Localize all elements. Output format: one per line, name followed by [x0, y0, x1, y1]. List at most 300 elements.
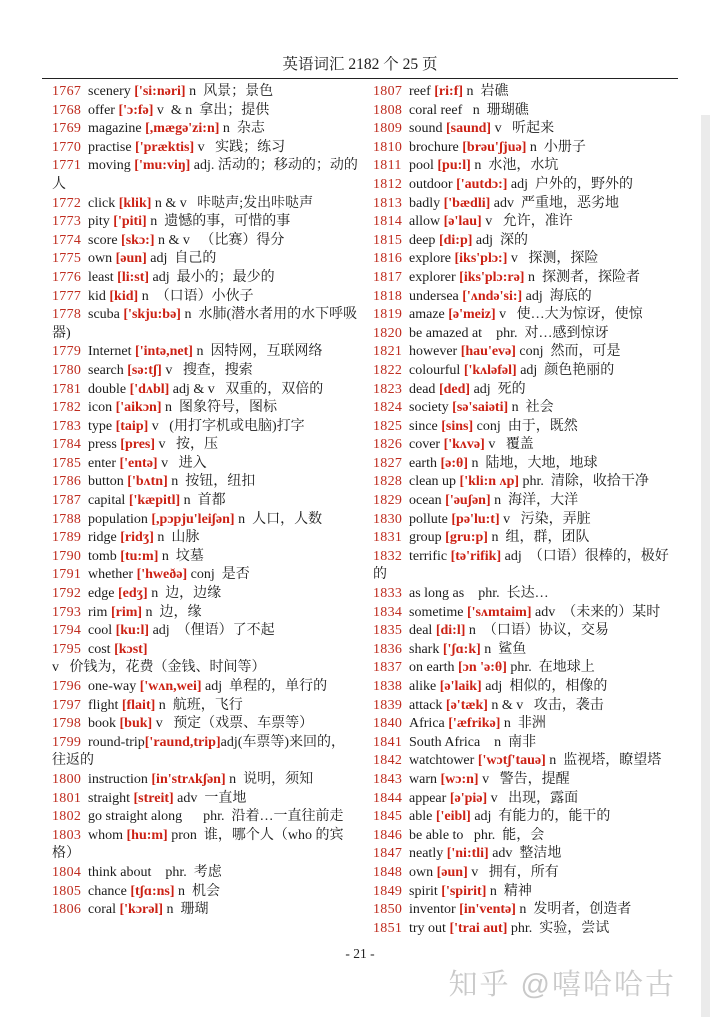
entry-number: 1790 — [52, 548, 82, 564]
vocab-entry — [373, 139, 680, 158]
entry-phonetic: [iks'plɔ:rə] — [459, 269, 528, 285]
entry-number: 1848 — [373, 864, 403, 880]
entry-word: instruction — [88, 771, 152, 787]
entry-word: scenery — [88, 84, 135, 99]
entry-meaning: n 山脉 — [157, 530, 200, 546]
entry-number: 1804 — [52, 864, 82, 880]
entry-word: enter — [88, 455, 120, 471]
entry-word: magazine — [88, 121, 146, 137]
page-header — [0, 0, 720, 74]
entry-meaning: adv 整洁地 — [492, 846, 562, 862]
entry-phonetic: ['mu:viŋ] — [134, 158, 194, 174]
entry-word: one-way — [88, 679, 140, 694]
entry-number: 1773 — [52, 214, 82, 230]
vocab-entry — [373, 269, 680, 288]
entry-number: 1817 — [373, 269, 403, 285]
entry-number: 1771 — [52, 158, 82, 174]
entry-word: type — [88, 418, 116, 434]
entry-phonetic: ['ʌndə'si:] — [462, 288, 526, 304]
entry-meaning: adv （未来的）某时 — [534, 604, 661, 620]
entry-phonetic: [gru:p] — [445, 530, 492, 546]
entry-phonetic: ['wɔtʃ'tauə] — [477, 753, 550, 769]
entry-number: 1837 — [373, 660, 403, 676]
entry-phonetic: [brəu'ʃjuə] — [462, 139, 530, 155]
vocab-entry — [52, 901, 359, 920]
entry-word: undersea — [409, 288, 463, 304]
vocab-entry — [52, 288, 359, 307]
entry-word: able — [409, 809, 436, 825]
vocab-entry — [52, 771, 359, 790]
entry-phonetic: [in'strʌkʃən] — [151, 771, 230, 787]
entry-meaning: adj 相似的，相像的 — [485, 679, 608, 694]
entry-meaning: n 杂志 — [222, 121, 265, 137]
entry-word: cool — [88, 623, 116, 639]
vocab-entry — [373, 102, 680, 121]
entry-phonetic: ['kæpitl] — [128, 493, 184, 509]
entry-phonetic: [ə'meiz] — [448, 307, 500, 323]
entry-word: cost — [88, 641, 115, 657]
entry-phonetic: [skɔ:] — [121, 232, 158, 248]
entry-meaning: v 价钱为，花费（金钱、时间等） — [52, 660, 266, 676]
entry-word: alike — [409, 679, 440, 694]
entry-number: 1823 — [373, 381, 403, 397]
entry-phonetic: [flait] — [121, 697, 159, 713]
entry-phonetic: [li:st] — [117, 269, 153, 285]
entry-number: 1784 — [52, 437, 82, 453]
vocab-entry — [373, 120, 680, 139]
entry-number: 1793 — [52, 604, 82, 620]
entry-phonetic: [əun] — [436, 864, 472, 880]
entry-word: chance — [88, 883, 131, 899]
entry-number: 1833 — [373, 586, 403, 602]
entry-number: 1810 — [373, 139, 403, 155]
entry-word: shark — [409, 641, 443, 657]
entry-phonetic: [kɔst] — [114, 641, 151, 657]
entry-phonetic: [iks'plɔ:] — [454, 251, 511, 267]
vocab-entry — [373, 641, 680, 660]
entry-word: explore — [409, 251, 455, 267]
entry-phonetic: ['trai aut] — [449, 920, 511, 936]
entry-number: 1832 — [373, 548, 403, 564]
entry-meaning: v & n 拿出；提供 — [156, 102, 270, 118]
vocab-entry — [52, 641, 359, 678]
vocab-entry — [373, 864, 680, 883]
entry-number: 1789 — [52, 530, 82, 546]
entry-word: be able to — [409, 827, 467, 843]
vocab-entry — [52, 436, 359, 455]
entry-number: 1775 — [52, 251, 82, 267]
entry-number: 1815 — [373, 232, 403, 248]
entry-meaning: n 探测者，探险者 — [527, 269, 640, 285]
entry-word: amaze — [409, 307, 449, 323]
entry-number: 1770 — [52, 139, 82, 155]
vocab-entry — [373, 771, 680, 790]
vocab-entry — [52, 883, 359, 902]
entry-meaning: adj 海底的 — [525, 288, 592, 304]
right-column — [373, 83, 680, 938]
vocab-entry — [373, 418, 680, 437]
page-title: 英语词汇 2182 个 25 页 — [282, 56, 438, 73]
entry-number: 1816 — [373, 251, 403, 267]
entry-meaning: v 搜查，搜索 — [165, 362, 253, 378]
vocab-entry — [373, 157, 680, 176]
vocab-entry — [373, 845, 680, 864]
entry-word: outdoor — [409, 176, 457, 192]
entry-word: search — [88, 362, 128, 378]
entry-meaning: adv 严重地，恶劣地 — [493, 195, 620, 211]
entry-number: 1846 — [373, 827, 403, 843]
entry-number: 1786 — [52, 474, 82, 490]
entry-phonetic: [ridʒ] — [120, 530, 158, 546]
vocab-entry — [52, 306, 359, 343]
vocab-entry — [52, 622, 359, 641]
entry-meaning: v 允许，准许 — [485, 214, 573, 230]
vocab-entry — [373, 343, 680, 362]
entry-meaning: n 岩礁 — [466, 84, 509, 99]
entry-phonetic: [saund] — [445, 121, 495, 137]
entry-number: 1796 — [52, 679, 82, 694]
vocab-entry — [373, 752, 680, 771]
entry-number: 1805 — [52, 883, 82, 899]
entry-meaning: n 珊瑚 — [166, 902, 209, 918]
entry-number: 1828 — [373, 474, 403, 490]
entry-number: 1809 — [373, 121, 403, 137]
entry-word: straight — [88, 790, 134, 806]
entry-meaning: adj 户外的，野外的 — [510, 176, 633, 192]
entry-phonetic: [əun] — [115, 251, 151, 267]
vocab-entry — [373, 827, 680, 846]
entry-phonetic: [pres] — [120, 437, 159, 453]
entry-meaning: phr. 考虑 — [154, 864, 222, 880]
entry-number: 1840 — [373, 716, 403, 732]
entry-meaning: v 进入 — [161, 455, 207, 471]
entry-meaning: conj 是否 — [190, 567, 250, 583]
entry-phonetic: [ə'piə] — [449, 790, 491, 806]
entry-meaning: n 监视塔，瞭望塔 — [549, 753, 662, 769]
entry-word: capital — [88, 493, 129, 509]
vocab-entry — [373, 790, 680, 809]
vocab-entry — [52, 362, 359, 381]
entry-phonetic: ['kɔrəl] — [119, 902, 167, 918]
entry-word: book — [88, 716, 120, 732]
vocab-entry — [373, 548, 680, 585]
entry-number: 1798 — [52, 716, 82, 732]
entry-number: 1836 — [373, 641, 403, 657]
vocab-entry — [373, 232, 680, 251]
entry-meaning: v 警告，提醒 — [482, 771, 570, 787]
entry-meaning: adj 最小的；最少的 — [152, 269, 275, 285]
entry-meaning: v 覆盖 — [488, 437, 534, 453]
entry-meaning: adj & v 双重的，双倍的 — [172, 381, 324, 397]
entry-word: sometime — [409, 604, 467, 620]
entry-meaning: pron 谁，哪个人（who 的宾格） — [52, 827, 344, 862]
entry-word: be amazed at — [409, 325, 486, 341]
vocab-entry — [373, 529, 680, 548]
entry-word: deal — [409, 623, 436, 639]
entry-word: Internet — [88, 344, 136, 360]
entry-word: South Africa — [409, 734, 484, 750]
entry-word: appear — [409, 790, 450, 806]
vocab-entry — [52, 492, 359, 511]
entry-meaning: n 机会 — [178, 883, 221, 899]
entry-phonetic: ['aikɔn] — [115, 400, 165, 416]
entry-number: 1776 — [52, 269, 82, 285]
entry-word: press — [88, 437, 121, 453]
entry-phonetic: ['bædli] — [443, 195, 494, 211]
entry-number: 1777 — [52, 288, 82, 304]
entry-meaning: n 组，群，团队 — [491, 530, 590, 546]
entry-phonetic: ['ɔ:fə] — [118, 102, 157, 118]
entry-number: 1779 — [52, 344, 82, 360]
vocab-entry — [373, 678, 680, 697]
entry-word: dead — [409, 381, 439, 397]
entry-meaning: phr. 对…感到惊讶 — [485, 325, 609, 341]
entry-word: reef — [409, 84, 435, 99]
entry-number: 1844 — [373, 790, 403, 806]
vocab-entry — [373, 473, 680, 492]
vocab-entry — [373, 492, 680, 511]
vocab-entry — [52, 585, 359, 604]
entry-meaning: adj 自己的 — [150, 251, 217, 267]
entry-phonetic: ['wʌn,wei] — [139, 679, 206, 694]
vocab-entry — [52, 678, 359, 697]
vocab-entry — [373, 213, 680, 232]
vocab-entry — [52, 102, 359, 121]
entry-phonetic: ['sʌmtaim] — [466, 604, 535, 620]
entry-word: attack — [409, 697, 446, 713]
entry-meaning: adj. 活动的；移动的；动的人 — [52, 158, 358, 192]
entry-word: clean up — [409, 474, 460, 490]
vocab-entry — [52, 120, 359, 139]
entry-word: think about — [88, 864, 155, 880]
entry-number: 1838 — [373, 679, 403, 694]
entry-word: society — [409, 400, 453, 416]
entry-number: 1783 — [52, 418, 82, 434]
entry-word: click — [88, 195, 119, 211]
entry-meaning: n 小册子 — [529, 139, 586, 155]
entry-meaning: adj 深的 — [475, 232, 528, 248]
entry-phonetic: [taip] — [115, 418, 152, 434]
entry-phonetic: [ə'laik] — [439, 679, 486, 694]
entry-phonetic: [in'ventə] — [459, 902, 520, 918]
vocab-entry — [373, 306, 680, 325]
entry-word: since — [409, 418, 442, 434]
entry-meaning: adj 有能力的，能干的 — [474, 809, 611, 825]
entry-word: neatly — [409, 846, 447, 862]
entry-number: 1799 — [52, 734, 82, 750]
entry-word: button — [88, 474, 128, 490]
vocab-entry — [373, 83, 680, 102]
entry-meaning: n 遗憾的事，可惜的事 — [150, 214, 291, 230]
vocab-entry — [52, 269, 359, 288]
left-column — [52, 83, 359, 938]
entry-word: coral reef — [409, 102, 466, 118]
vocab-entry — [373, 436, 680, 455]
entry-phonetic: ['ʃɑ:k] — [442, 641, 485, 657]
entry-phonetic: [pə'lu:t] — [451, 511, 504, 527]
entry-meaning: conj 由于，既然 — [476, 418, 578, 434]
entry-word: earth — [409, 455, 441, 471]
entry-number: 1807 — [373, 84, 403, 99]
vocab-entry — [373, 195, 680, 214]
vocab-entry — [373, 511, 680, 530]
entry-phonetic: ['piti] — [113, 214, 151, 230]
vocab-entry — [373, 455, 680, 474]
entry-phonetic: [ri:f] — [434, 84, 467, 99]
vocab-entry — [373, 715, 680, 734]
entry-number: 1769 — [52, 121, 82, 137]
entry-phonetic: ['əuʃən] — [445, 493, 495, 509]
entry-phonetic: [wɔ:n] — [440, 771, 483, 787]
entry-meaning: adj 颜色艳丽的 — [520, 362, 615, 378]
entry-phonetic: [sins] — [441, 418, 477, 434]
entry-meaning: n 航班，飞行 — [158, 697, 243, 713]
entry-number: 1818 — [373, 288, 403, 304]
entry-number: 1797 — [52, 697, 82, 713]
entry-word: try out — [409, 920, 450, 936]
entry-word: rim — [88, 604, 111, 620]
entry-number: 1820 — [373, 325, 403, 341]
entry-number: 1842 — [373, 753, 403, 769]
entry-meaning: v 预定（戏票、车票等） — [155, 716, 314, 732]
entry-meaning: phr. 清除，收拾干净 — [522, 474, 649, 490]
entry-number: 1800 — [52, 771, 82, 787]
entry-meaning: n 边，边缘 — [151, 586, 222, 602]
vocab-entry — [373, 288, 680, 307]
entry-phonetic: ['intə,net] — [135, 344, 197, 360]
entry-number: 1827 — [373, 455, 403, 471]
entry-word: coral — [88, 902, 120, 918]
entry-number: 1835 — [373, 623, 403, 639]
entry-meaning: adj(车票等)来回的，往返的 — [52, 734, 346, 769]
entry-number: 1811 — [373, 158, 402, 174]
entry-meaning: n & v 攻击，袭击 — [491, 697, 604, 713]
entry-meaning: v 出现，露面 — [490, 790, 579, 806]
entry-phonetic: ['ni:tli] — [446, 846, 493, 862]
entry-phonetic: [klik] — [118, 195, 155, 211]
entry-phonetic: [ku:l] — [115, 623, 153, 639]
watermark: 知乎 @嘻哈哈古 — [448, 969, 676, 1001]
vocab-entry — [52, 808, 359, 827]
entry-phonetic: [pu:l] — [437, 158, 475, 174]
entry-number: 1851 — [373, 920, 403, 936]
vocab-entry — [373, 399, 680, 418]
entry-number: 1814 — [373, 214, 403, 230]
entry-number: 1803 — [52, 827, 82, 843]
vocab-entry — [52, 157, 359, 194]
vocab-entry — [52, 529, 359, 548]
entry-word: brochure — [409, 139, 463, 155]
entry-meaning: adj 死的 — [473, 381, 526, 397]
page-number: - 21 - — [345, 946, 375, 961]
vocab-entry — [52, 232, 359, 251]
entry-word: pity — [88, 214, 114, 230]
entry-number: 1813 — [373, 195, 403, 211]
vocab-entry — [52, 139, 359, 158]
entry-phonetic: ['eibl] — [435, 809, 475, 825]
entry-phonetic: ['hweðə] — [136, 567, 191, 583]
entry-number: 1843 — [373, 771, 403, 787]
entry-word: double — [88, 381, 130, 397]
scan-edge-artifact — [701, 115, 710, 1017]
entry-meaning: adv 一直地 — [177, 790, 247, 806]
entry-meaning: n （口语）协议，交易 — [468, 623, 609, 639]
entry-word: sound — [409, 121, 446, 137]
entry-meaning: n 陆地，大地，地球 — [471, 455, 598, 471]
entry-phonetic: [buk] — [119, 716, 156, 732]
entry-phonetic: [,mægə'zi:n] — [145, 121, 223, 137]
entry-number: 1829 — [373, 493, 403, 509]
entry-phonetic: [di:p] — [438, 232, 476, 248]
vocab-entry — [373, 901, 680, 920]
entry-phonetic: [ə:θ] — [440, 455, 472, 471]
vocab-entry — [52, 604, 359, 623]
entry-word: whether — [88, 567, 137, 583]
entry-word: whom — [88, 827, 127, 843]
entry-phonetic: [hau'evə] — [460, 344, 520, 360]
entry-meaning: v 听起来 — [494, 121, 555, 137]
entry-number: 1801 — [52, 790, 82, 806]
entry-meaning: v 按，压 — [158, 437, 219, 453]
entry-word: flight — [88, 697, 122, 713]
vocab-entry — [373, 697, 680, 716]
entry-meaning: n 精神 — [489, 883, 532, 899]
entry-meaning: v 实践；练习 — [197, 139, 286, 155]
entry-phonetic: [edʒ] — [117, 586, 152, 602]
entry-number: 1785 — [52, 455, 82, 471]
entry-number: 1824 — [373, 400, 403, 416]
entry-number: 1822 — [373, 362, 403, 378]
entry-meaning: n 非洲 — [503, 716, 546, 732]
vocab-entry — [373, 325, 680, 344]
entry-number: 1845 — [373, 809, 403, 825]
entry-phonetic: ['dʌbl] — [129, 381, 173, 397]
vocab-entry — [52, 473, 359, 492]
vocab-entry — [373, 381, 680, 400]
entry-word: group — [409, 530, 446, 546]
entry-phonetic: ['si:nəri] — [134, 84, 190, 99]
entry-phonetic: [streit] — [133, 790, 178, 806]
entry-phonetic: [kid] — [109, 288, 142, 304]
entry-phonetic: [ded] — [438, 381, 474, 397]
entry-phonetic: [tu:m] — [120, 548, 162, 564]
entry-word: terrific — [409, 548, 451, 564]
entry-number: 1792 — [52, 586, 82, 602]
header-divider — [42, 78, 678, 79]
entry-meaning: conj 然而，可是 — [519, 344, 621, 360]
entry-word: pool — [409, 158, 438, 174]
entry-word: tomb — [88, 548, 121, 564]
entry-word: on earth — [409, 660, 458, 676]
entry-number: 1802 — [52, 809, 82, 825]
entry-meaning: phr. 实验，尝试 — [510, 920, 610, 936]
entry-number: 1806 — [52, 902, 82, 918]
entry-word: explorer — [409, 269, 460, 285]
vocab-entry — [373, 176, 680, 195]
entry-word: cover — [409, 437, 444, 453]
entry-meaning: n 社会 — [511, 400, 554, 416]
vocab-entry — [52, 566, 359, 585]
entry-phonetic: ['kli:n ʌp] — [459, 474, 523, 490]
vocab-entry — [52, 790, 359, 809]
entry-number: 1819 — [373, 307, 403, 323]
entry-number: 1768 — [52, 102, 82, 118]
entry-meaning: phr. 长达… — [467, 586, 549, 602]
entry-meaning: n & v （比赛）得分 — [157, 232, 285, 248]
entry-number: 1782 — [52, 400, 82, 416]
vocab-entry — [52, 399, 359, 418]
entry-number: 1812 — [373, 176, 403, 192]
